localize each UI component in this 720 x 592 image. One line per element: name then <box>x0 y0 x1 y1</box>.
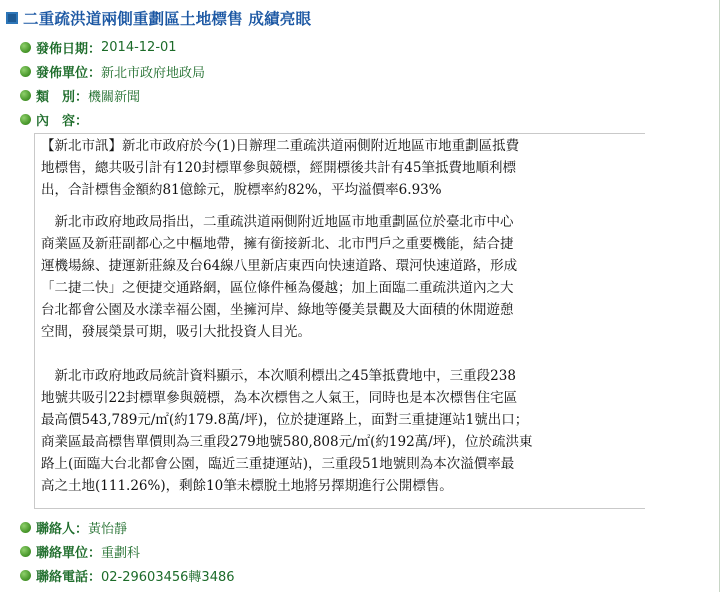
paragraph-line: 【新北市訊】新北市政府於今(1)日辦理二重疏洪道兩側附近地區市地重劃區抵費 <box>41 138 520 154</box>
paragraph-3 <box>41 365 533 497</box>
publisher-row <box>20 62 205 80</box>
paragraph-line: 最高價543,789元/㎡(約179.8萬/坪)，位於捷運路上，面對三重捷運站1號出口； <box>41 412 529 428</box>
contact-phone-value: 02-29603456轉3486 <box>101 569 235 585</box>
green-dot-icon <box>20 114 31 125</box>
category-label: 類 別： <box>36 89 89 105</box>
paragraph-line: 地號共吸引22封標單參與競標，為本次標售之人氣王，同時也是本次標售住宅區 <box>41 390 518 406</box>
paragraph-1 <box>41 135 519 201</box>
contact-row <box>20 518 127 536</box>
green-dot-icon <box>20 570 31 581</box>
article-title: 二重疏洪道兩側重劃區土地標售 成績亮眼 <box>23 10 312 28</box>
content-label-row <box>20 110 88 128</box>
publish-date-value: 2014-12-01 <box>101 39 177 55</box>
publish-date-row <box>20 38 177 56</box>
paragraph-line: 新北市政府地政局統計資料顯示，本次順利標出之45筆抵費地中，三重段238 <box>41 368 516 384</box>
publisher-label: 發佈單位： <box>36 65 102 81</box>
square-bullet-icon <box>6 12 18 24</box>
publish-date-label: 發佈日期： <box>36 41 102 57</box>
green-dot-icon <box>20 522 31 533</box>
contact-unit-value: 重劃科 <box>101 545 141 561</box>
green-dot-icon <box>20 66 31 77</box>
paragraph-line: 高之土地(111.26%)，剩餘10筆未標脫土地將另擇期進行公開標售。 <box>41 478 453 494</box>
paragraph-line: 運機場線、捷運新莊線及台64線八里新店東西向快速道路、環河快速道路，形成 <box>41 258 518 274</box>
green-dot-icon <box>20 42 31 53</box>
article-title-row <box>6 7 311 29</box>
contact-value: 黃怡靜 <box>88 521 128 537</box>
paragraph-line: 台北都會公園及水漾幸福公園，坐擁河岸、綠地等優美景觀及大面積的休閒遊憩 <box>41 302 514 318</box>
paragraph-line: 地標售，總共吸引計有120封標單參與競標，經開標後共計有45筆抵費地順利標 <box>41 160 516 176</box>
category-value: 機關新聞 <box>88 89 141 105</box>
contact-phone-row <box>20 566 235 584</box>
contact-unit-row <box>20 542 140 560</box>
contact-phone-label: 聯絡電話： <box>36 569 102 585</box>
publisher-value: 新北市政府地政局 <box>101 65 206 81</box>
content-label: 內 容： <box>36 113 89 129</box>
category-row <box>20 86 140 104</box>
green-dot-icon <box>20 546 31 557</box>
paragraph-line: 「二捷二快」之便捷交通路網，區位條件極為優越；加上面臨二重疏洪道內之大 <box>41 280 514 296</box>
paragraph-line: 商業區最高標售單價則為三重段279地號580,808元/㎡(約192萬/坪)，位於疏洪東 <box>41 434 533 450</box>
paragraph-line: 空間，發展榮景可期，吸引大批投資人目光。 <box>41 324 311 340</box>
paragraph-line: 新北市政府地政局指出，二重疏洪道兩側附近地區市地重劃區位於臺北市中心 <box>41 214 514 230</box>
green-dot-icon <box>20 90 31 101</box>
paragraph-2 <box>41 211 517 343</box>
paragraph-line: 路上(面臨大台北都會公園，臨近三重捷運站)，三重段51地號則為本次溢價率最 <box>41 456 515 472</box>
contact-label: 聯絡人： <box>36 521 89 537</box>
paragraph-line: 商業區及新莊副都心之中樞地帶，擁有銜接新北、北市門戶之重要機能，結合捷 <box>41 236 514 252</box>
contact-unit-label: 聯絡單位： <box>36 545 102 561</box>
paragraph-line: 出，合計標售金額約81億餘元，脫標率約82%，平均溢價率6.93% <box>41 182 442 198</box>
